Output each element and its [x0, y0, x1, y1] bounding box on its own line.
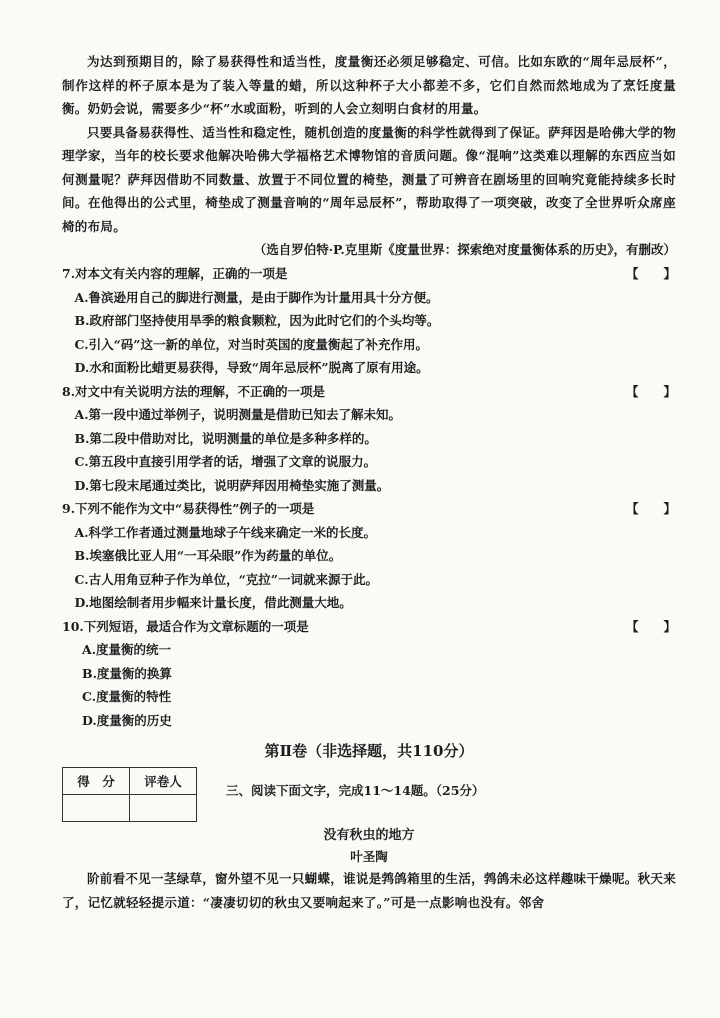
option-b: B.第二段中借助对比，说明测量的单位是多种多样的。 [74, 430, 377, 446]
option-d: D.第七段末尾通过类比，说明萨拜因用椅垫实施了测量。 [74, 477, 390, 493]
option-b: B.政府部门坚持使用旱季的粮食颗粒，因为此时它们的个头均等。 [74, 313, 440, 328]
passage-source: （选自罗伯特·P.克里斯《度量世界：探索绝对度量衡体系的历史》，有删改） [253, 242, 676, 257]
score-cell[interactable] [63, 795, 130, 822]
option-c: C.第五段中直接引用学者的话，增强了文章的说服力。 [74, 454, 377, 469]
question-10 [62, 615, 676, 733]
question-7 [62, 262, 676, 380]
answer-bracket[interactable]: 【 】 [625, 266, 676, 281]
option-c: C.度量衡的特性 [82, 689, 172, 704]
option-d: D.度量衡的历史 [82, 712, 172, 728]
essay-author: 叶圣陶 [350, 849, 388, 864]
answer-bracket[interactable]: 【 】 [625, 501, 676, 516]
question-stem: 10.下列短语，最适合作为文章标题的一项是 [62, 618, 309, 634]
passage-paragraph-2: 只要具备易获得性、适当性和稳定性，随机创造的度量衡的科学性就得到了保证。萨拜因是哈佛大学的物理学家，当年的校长要求他解决哈佛大学福格艺术博物馆的音质问题。像“混响”这类难以理解的东西应当如何测量呢？萨拜因借助不同数量、放置于不同位置的椅垫，测量了可辨音在剧场里的回响究竟能持续多长时间。在他得出的公式里，椅垫成了测量音响的“周年忌辰杯”，帮助取得了一项突破，改变了全世界听众席座椅的布局。 [62, 124, 676, 234]
reading-section-header [62, 767, 676, 825]
question-stem: 9.下列不能作为文中“易获得性”例子的一项是 [62, 501, 315, 516]
option-d: D.地图绘制者用步幅来计量长度，借此测量大地。 [74, 595, 352, 610]
option-d: D.水和面粉比蜡更易获得，导致“周年忌辰杯”脱离了原有用途。 [74, 360, 429, 375]
essay-title: 没有秋虫的地方 [323, 828, 415, 843]
passage-paragraph-1: 为达到预期目的，除了易获得性和适当性，度量衡还必须足够稳定、可信。比如东欧的“周年忌辰杯”，制作这样的杯子原本是为了装入等量的蜡，所以这种杯子大小都差不多，它们自然而然地成为了烹饪度量衡。奶奶会说，需要多少“杯”水或面粉，听到的人会立刻明白食材的用量。 [62, 54, 676, 116]
page-content [62, 50, 676, 914]
option-a: A.鲁滨逊用自己的脚进行测量，是由于脚作为计量用具十分方便。 [74, 289, 439, 305]
question-stem: 7.对本文有关内容的理解，正确的一项是 [62, 266, 288, 281]
score-table [62, 767, 197, 822]
question-stem: 8.对文中有关说明方法的理解，不正确的一项是 [62, 383, 326, 399]
option-c: C.引入“码”这一新的单位，对当时英国的度量衡起了补充作用。 [74, 336, 428, 352]
option-b: B.度量衡的换算 [82, 665, 172, 681]
option-a: A.第一段中通过举例子，说明测量是借助已知去了解未知。 [74, 407, 402, 422]
option-a: A.度量衡的统一 [82, 642, 172, 657]
answer-bracket[interactable]: 【 】 [625, 383, 676, 399]
option-c: C.古人用角豆种子作为单位，“克拉”一词就来源于此。 [74, 571, 378, 587]
question-8 [62, 380, 676, 498]
score-label: 得 分 [63, 768, 130, 795]
option-a: A.科学工作者通过测量地球子午线来确定一米的长度。 [74, 524, 377, 540]
essay-paragraph: 阶前看不见一茎绿草，窗外望不见一只蝴蝶，谁说是鹁鸽箱里的生活，鹁鸽未必这样趣味干燥呢。秋天来了，记忆就轻轻提示道：“凄凄切切的秋虫又要响起来了。”可是一点影响也没有。邻舍 [62, 871, 676, 910]
answer-bracket[interactable]: 【 】 [625, 618, 676, 634]
section-title: 第Ⅱ卷（非选择题，共110分） [264, 742, 474, 760]
question-9 [62, 497, 676, 615]
option-b: B.埃塞俄比亚人用“一耳朵眼”作为药量的单位。 [74, 548, 342, 563]
reading-instruction: 三、阅读下面文字，完成11～14题。（25分） [226, 783, 485, 798]
grader-label: 评卷人 [130, 768, 197, 795]
grader-cell[interactable] [130, 795, 197, 822]
